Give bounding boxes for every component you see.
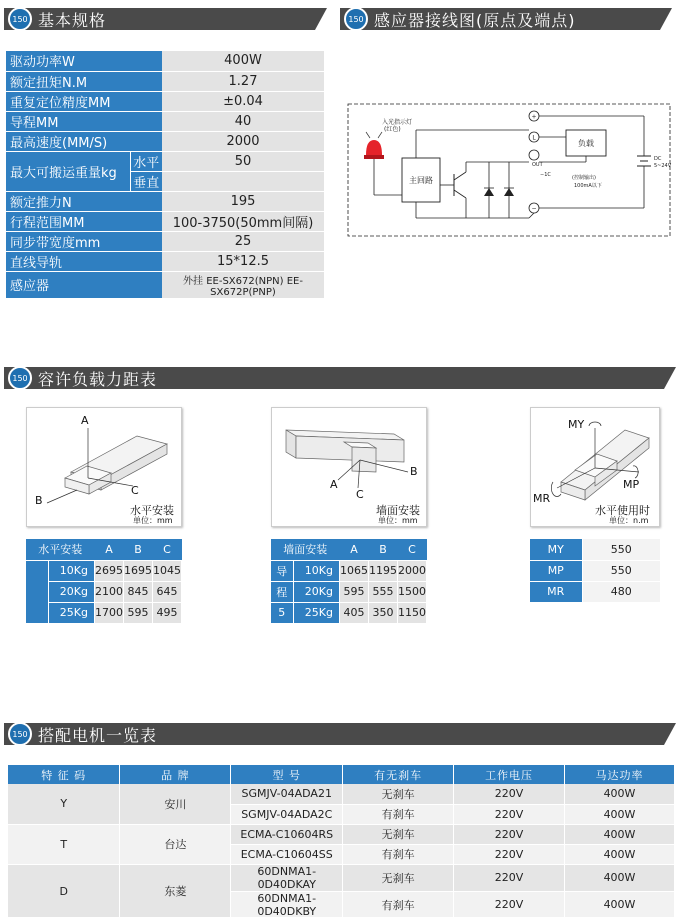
table-row [8, 784, 675, 804]
table-row [8, 864, 675, 891]
value-cell: 495 [153, 602, 182, 623]
model-cell: 60DNMA1-0D40DKBY [231, 891, 343, 917]
code-cell: Y [8, 784, 120, 824]
header-cell: 有无刹车 [343, 765, 454, 784]
side-cell: 程 [271, 581, 293, 602]
spec-label: 导程MM [6, 111, 162, 131]
current-label: 100mA以下 [574, 183, 602, 189]
dc-source-icon [637, 156, 651, 166]
spec-value: ±0.04 [162, 91, 324, 111]
model-cell: ECMA-C10604SS [231, 844, 343, 864]
power-cell: 400W [565, 804, 675, 824]
axis-a-label: A [330, 478, 338, 491]
spec-row [6, 111, 324, 131]
section-number-badge: 150 [8, 7, 32, 31]
table-header-row [271, 539, 427, 560]
spec-table [6, 51, 324, 299]
model-cell: ECMA-C10604RS [231, 824, 343, 844]
value-cell: 555 [369, 581, 398, 602]
table-header-row [8, 765, 675, 784]
spec-value: 外挂 EE-SX672(NPN) EE-SX672P(PNP) [162, 271, 324, 298]
table-row [26, 581, 182, 602]
voltage-cell: 220V [454, 824, 565, 844]
axis-a-label: A [81, 414, 89, 427]
table-row [271, 602, 427, 623]
value-cell: 595 [340, 581, 369, 602]
spec-label: 重复定位精度MM [6, 91, 162, 111]
header-cell: B [369, 539, 398, 560]
spec-value: 15*12.5 [162, 251, 324, 271]
load-cell: 25Kg [48, 602, 95, 623]
spec-value: 2000 [162, 131, 324, 151]
side-cell [26, 560, 48, 623]
header-cell: 工作电压 [454, 765, 565, 784]
load-cell: 20Kg [293, 581, 340, 602]
moment-value-cell: 550 [582, 539, 660, 560]
voltage-cell: 220V [454, 891, 565, 917]
panel-unit: 单位：mm [133, 516, 173, 525]
load-cell: 10Kg [293, 560, 340, 581]
spec-row [6, 191, 324, 211]
horizontal-mount-panel [26, 407, 182, 527]
voltage-cell: 220V [454, 844, 565, 864]
section-title: 感应器接线图(原点及端点) [374, 10, 576, 30]
static-moment-table [530, 539, 660, 603]
value-cell: 645 [153, 581, 182, 602]
transistor-icon [454, 162, 466, 208]
spec-label: 最大可搬运重量kg [6, 151, 130, 191]
spec-row [6, 271, 324, 298]
voltage-cell: 220V [454, 804, 565, 824]
power-cell: 400W [565, 824, 675, 844]
main-circuit-label: 主回路 [409, 176, 433, 185]
brake-cell: 无刹车 [343, 824, 454, 844]
value-cell: 1700 [95, 602, 124, 623]
load-cell: 20Kg [48, 581, 95, 602]
terminal-plus-label: + [531, 113, 537, 121]
table-row [26, 560, 182, 581]
motor-table [8, 765, 675, 917]
static-moment-panel [530, 407, 660, 527]
spec-value: 1.27 [162, 71, 324, 91]
value-cell: 1045 [153, 560, 182, 581]
spec-row [6, 91, 324, 111]
spec-value: 195 [162, 191, 324, 211]
brake-cell: 有刹车 [343, 891, 454, 917]
section-number-badge: 150 [8, 366, 32, 390]
wiring-diagram [344, 100, 674, 240]
table-row [26, 602, 182, 623]
model-cell: SGMJV-04ADA21 [231, 784, 343, 804]
moment-value-cell: 550 [582, 560, 660, 581]
header-cell: 型 号 [231, 765, 343, 784]
terminal-out-icon [529, 150, 539, 160]
terminal-l-label: L [532, 134, 536, 142]
brake-cell: 无刹车 [343, 784, 454, 804]
power-cell: 400W [565, 844, 675, 864]
spec-label: 行程范围MM [6, 211, 162, 231]
axis-c-label: C [131, 484, 139, 497]
spec-value: 40 [162, 111, 324, 131]
spec-value: 400W [162, 51, 324, 71]
spec-value: 25 [162, 231, 324, 251]
panel-caption: 墙面安装 [376, 504, 420, 517]
spec-sub-label: 垂直 [130, 171, 162, 191]
spec-label: 感应器 [6, 271, 162, 298]
panel-unit: 单位：mm [378, 516, 418, 525]
section-number-badge: 150 [344, 7, 368, 31]
panel-unit: 单位：n.m [609, 516, 649, 525]
header-cell: A [95, 539, 124, 560]
power-cell: 400W [565, 864, 675, 891]
moment-name-cell: MP [530, 560, 582, 581]
model-cell: 60DNMA1-0D40DKAY [231, 864, 343, 891]
control-output-label: (控制输出) [572, 175, 596, 181]
spec-label: 最高速度(MM/S) [6, 131, 162, 151]
value-cell: 1150 [398, 602, 427, 623]
spec-row [6, 71, 324, 91]
brand-cell: 东菱 [120, 864, 231, 917]
header-cell: B [124, 539, 153, 560]
out-label: OUT [532, 162, 543, 168]
table-row [271, 560, 427, 581]
diode-icon [484, 162, 494, 218]
header-cell: 特 征 码 [8, 765, 120, 784]
spec-label: 驱动功率W [6, 51, 162, 71]
spec-row [6, 251, 324, 271]
spec-value: 50 [162, 151, 324, 171]
power-cell: 400W [565, 784, 675, 804]
side-cell: 5 [271, 602, 293, 623]
panel-caption: 水平安装 [130, 504, 174, 517]
wall-mount-panel [271, 407, 427, 527]
value-cell: 2695 [95, 560, 124, 581]
header-cell: C [398, 539, 427, 560]
header-cell: 墙面安装 [271, 539, 340, 560]
moment-mr-label: MR [533, 492, 551, 505]
section-header-wiring [340, 8, 672, 30]
table-row [530, 560, 660, 581]
zener-diode-icon [504, 162, 514, 218]
section-header-moment [4, 367, 676, 389]
spec-label: 直线导轨 [6, 251, 162, 271]
load-cell: 10Kg [48, 560, 95, 581]
section-title: 基本规格 [38, 10, 107, 30]
voltage-cell: 220V [454, 784, 565, 804]
brake-cell: 无刹车 [343, 864, 454, 891]
value-cell: 595 [124, 602, 153, 623]
spec-label: 同步带宽度mm [6, 231, 162, 251]
section-number-badge: 150 [8, 722, 32, 746]
spec-row [6, 131, 324, 151]
table-row [271, 581, 427, 602]
value-cell: 2000 [398, 560, 427, 581]
moment-my-label: MY [568, 418, 585, 431]
terminal-minus-label: − [531, 205, 537, 213]
indicator-color-label: (红色) [384, 126, 401, 133]
table-header-row [26, 539, 182, 560]
axis-b-label: B [410, 465, 418, 478]
section-title: 搭配电机一览表 [38, 725, 158, 745]
spec-row [6, 211, 324, 231]
brake-cell: 有刹车 [343, 844, 454, 864]
table-row [8, 824, 675, 844]
value-cell: 845 [124, 581, 153, 602]
section-header-motor [4, 723, 676, 745]
indicator-lamp-icon [364, 132, 384, 159]
axis-b-label: B [35, 494, 43, 507]
code-cell: T [8, 824, 120, 864]
model-cell: SGMJV-04ADA2C [231, 804, 343, 824]
voltage-cell: 220V [454, 864, 565, 891]
spec-value: 100-3750(50mm间隔) [162, 211, 324, 231]
header-cell: A [340, 539, 369, 560]
panel-caption: 水平使用时 [595, 504, 650, 517]
header-cell: C [153, 539, 182, 560]
indicator-label: 入光指示灯 [382, 119, 413, 126]
spec-row [6, 231, 324, 251]
value-cell: 350 [369, 602, 398, 623]
load-cell: 25Kg [293, 602, 340, 623]
spec-row-payload-horizontal [6, 151, 324, 171]
c-label: −1C [540, 172, 551, 178]
value-cell: 2100 [95, 581, 124, 602]
moment-value-cell: 480 [582, 581, 660, 602]
value-cell: 1195 [369, 560, 398, 581]
moment-name-cell: MR [530, 581, 582, 602]
moment-mp-label: MP [623, 478, 640, 491]
moment-name-cell: MY [530, 539, 582, 560]
side-cell: 导 [271, 560, 293, 581]
section-title: 容许负载力距表 [38, 369, 158, 389]
value-cell: 1065 [340, 560, 369, 581]
brake-cell: 有刹车 [343, 804, 454, 824]
spec-label: 额定推力N [6, 191, 162, 211]
header-cell: 马达功率 [565, 765, 675, 784]
spec-sub-label: 水平 [130, 151, 162, 171]
value-cell: 405 [340, 602, 369, 623]
brand-cell: 安川 [120, 784, 231, 824]
header-cell: 品 牌 [120, 765, 231, 784]
dc-label: DC [654, 156, 662, 162]
code-cell: D [8, 864, 120, 917]
spec-label: 额定扭矩N.M [6, 71, 162, 91]
table-row [530, 539, 660, 560]
horizontal-moment-table [26, 539, 182, 624]
table-row [530, 581, 660, 602]
spec-row [6, 51, 324, 71]
brand-cell: 台达 [120, 824, 231, 864]
axis-c-label: C [356, 488, 364, 501]
load-label: 负载 [578, 139, 594, 148]
power-cell: 400W [565, 891, 675, 917]
section-header-spec [4, 8, 327, 30]
value-cell: 1695 [124, 560, 153, 581]
spec-value [162, 171, 324, 191]
value-cell: 1500 [398, 581, 427, 602]
voltage-label: 5~24V [654, 163, 672, 169]
wall-moment-table [271, 539, 427, 624]
header-cell: 水平安装 [26, 539, 95, 560]
